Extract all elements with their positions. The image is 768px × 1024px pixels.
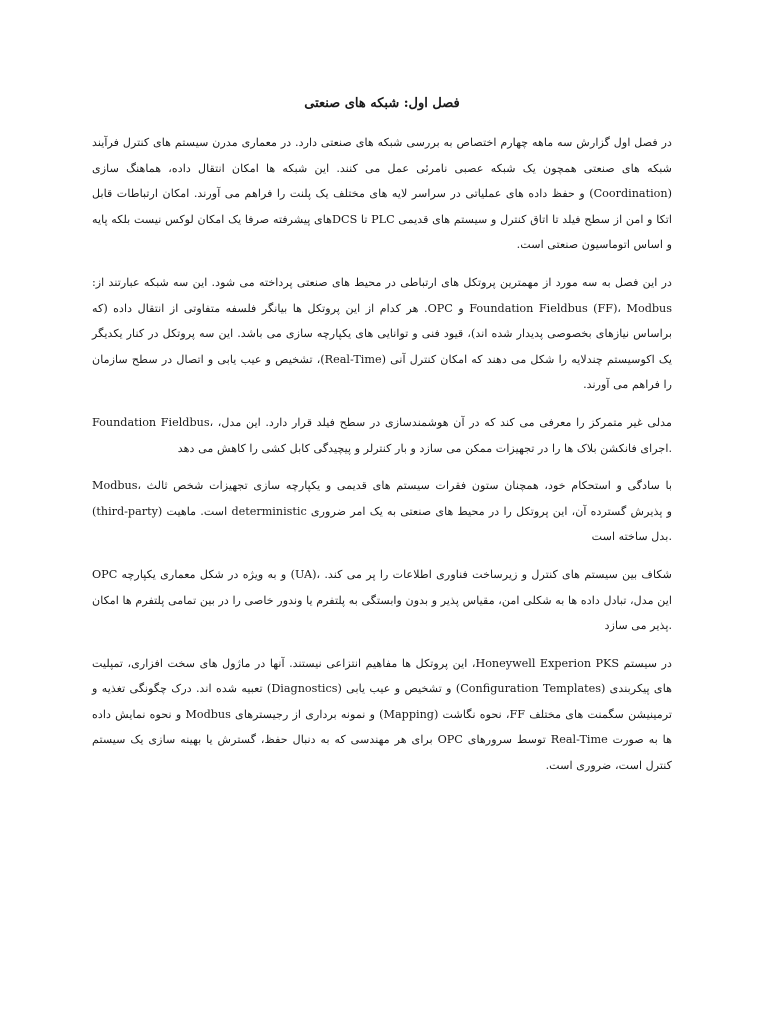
paragraph-modbus: Modbus، با سادگی و استحکام خود، همچنان ستون فقرات سیستم های قدیمی و یکپارچه سازی تجهیزات شخص ثالث (third-party) است. ماهیت deterministic و پذیرش گسترده آن، این پروتکل را در محیط های صنعتی به یک امر ضروری بدل ساخته است. <box>92 479 672 544</box>
paragraph-opc: OPC و به ویژه در شکل معماری یکپارچه (UA)، شکاف بین سیستم های کنترل و زیرساخت فناوری اطلاعات را پر می کند. این مدل، تبادل داده ها به شکلی امن، مقیاس پذیر و بدون وابستگی به پلتفرم یا وندور خاصی را در بین تمامی پلتفرم ها امکان پذیر می سازد. <box>92 567 672 633</box>
document-title: فصل اول: شبکه های صنعتی <box>304 96 460 111</box>
paragraph-introduction: در فصل اول گزارش سه ماهه چهارم اختصاص به بررسی شبکه های صنعتی دارد. در معماری مدرن سیستم های کنترل فرآیند شبکه های صنعتی همچون یک شبکه عصبی نامرئی عمل می کنند. این شبکه ها امکان انتقال داده، هماهنگ سازی (Coordination) و حفظ داده های عملیاتی در سراسر لایه های مختلف یک پلنت را فراهم می آورند. امکان ارتباطات قابل اتکا و امن از سطح فیلد تا اتاق کنترل و سیستم های قدیمی PLC تا DCSهای پیشرفته صرفا یک امکان لوکس نیست بلکه پایه و اساس اتوماسیون صنعتی است. <box>92 136 673 252</box>
document-body <box>92 92 672 791</box>
paragraph-foundation-fieldbus: Foundation Fieldbus، مدلی غیر متمرکز را معرفی می کند که در آن هوشمندسازی در سطح فیلد قرار دارد. این مدل، اجرای فانکشن بلاک ها را در تجهیزات ممکن می سازد و بار کنترلر و پیچیدگی کابل کشی را کاهش می دهد. <box>92 415 672 455</box>
paragraph-experion-pks: در سیستم Honeywell Experion PKS، این پروتکل ها مفاهیم انتزاعی نیستند. آنها در ماژول های سخت افزاری، تمپلیت های پیکربندی (Configuration Templates) و تشخیص و عیب یابی (Diagnostics) تعبیه شده اند. درک چگونگی تغذیه و ترمینیشن سگمنت های مختلف FF، نحوه نگاشت (Mapping) و نمونه برداری از رجیسترهای Modbus و نحوه نمایش داده ها به صورت Real-Time توسط سرورهای OPC برای هر مهندسی که به دنبال حفظ، گسترش یا بهینه سازی یک سیستم کنترل است، ضروری است. <box>92 656 672 773</box>
paragraph-protocols-overview: در این فصل به سه مورد از مهمترین پروتکل های ارتباطی در محیط های صنعتی پرداخته می شود. این سه شبکه عبارتند از: Foundation Fieldbus (FF)، Modbus و OPC. هر کدام از این پروتکل ها بیانگر فلسفه متفاوتی از انتقال داده (که براساس نیازهای بخصوصی پدیدار شده اند)، قیود فنی و توانایی های یکپارچه سازی می باشد. این سه پروتکل در کنار یکدیگر یک اکوسیستم چندلایه را شکل می دهند که امکان کنترل آنی (Real-Time)، تشخیص و عیب یابی و اتصال در سطح سازمان را فراهم می آورند. <box>92 275 672 392</box>
